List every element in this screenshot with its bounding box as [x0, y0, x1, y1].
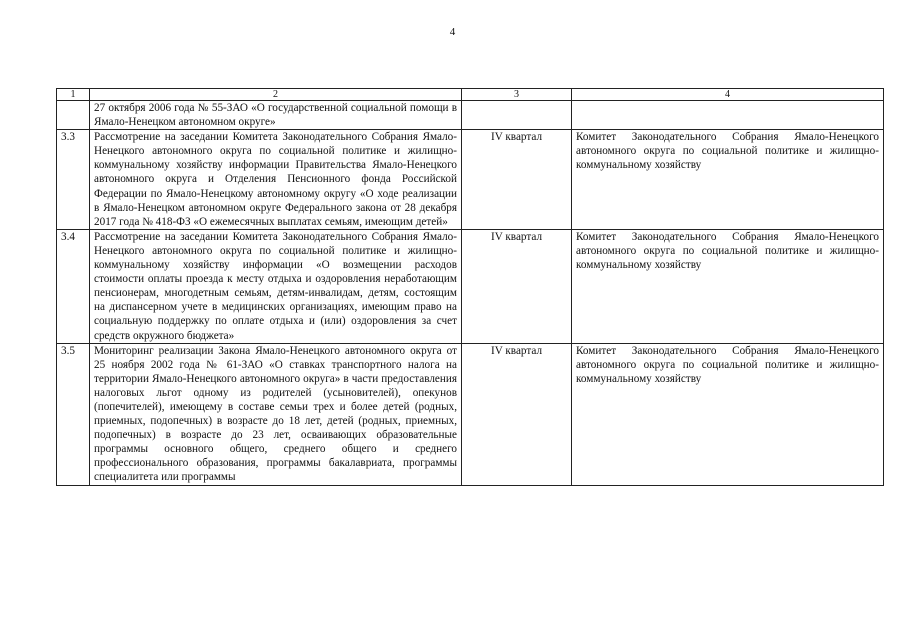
header-col-description: 2: [90, 89, 462, 101]
header-col-number: 1: [57, 89, 90, 101]
row-term: [462, 101, 572, 130]
table-row-3-4: [57, 229, 884, 343]
table-row-continuation: [57, 101, 884, 130]
row-number: 3.4: [57, 229, 90, 343]
table-row-3-3: [57, 130, 884, 230]
row-description: Мониторинг реализации Закона Ямало-Ненецкого автономного округа от 25 ноября 2002 года № 61-ЗАО «О ставках транспортного налога на территории Ямало-Ненецкого автономного округа» в части предоставления налоговых льгот одному из родителей (усыновителей), опекунов (попечителей), имеющему в составе семьи трех и более детей (родных, приемных, подопечных) в возрасте до 18 лет, детей (родных, приемных, подопечных) в возрасте до 23 лет, осваивающих образовательные программы основного общего, среднего общего и среднего профессионального образования, программы бакалавриата, программы специалитета или программы: [90, 343, 462, 485]
row-number: [57, 101, 90, 130]
row-responsible: Комитет Законодательного Собрания Ямало-Ненецкого автономного округа по социальной политике и жилищно-коммунальному хозяйству: [572, 130, 884, 230]
page-number: 4: [449, 26, 456, 38]
row-responsible: Комитет Законодательного Собрания Ямало-Ненецкого автономного округа по социальной политике и жилищно-коммунальному хозяйству: [572, 343, 884, 485]
plan-table: [56, 88, 884, 486]
header-col-responsible: 4: [572, 89, 884, 101]
row-responsible: [572, 101, 884, 130]
row-number: 3.3: [57, 130, 90, 230]
row-term: IV квартал: [462, 130, 572, 230]
header-row: [57, 89, 884, 101]
row-responsible: Комитет Законодательного Собрания Ямало-Ненецкого автономного округа по социальной политике и жилищно-коммунальному хозяйству: [572, 229, 884, 343]
row-description: Рассмотрение на заседании Комитета Законодательного Собрания Ямало-Ненецкого автономного округа по социальной политике и жилищно-коммунальному хозяйству информации Правительства Ямало-Ненецкого автономного округа и Отделения Пенсионного фонда Российской Федерации по Ямало-Ненецкому автономному округу «О ходе реализации в Ямало-Ненецком автономном округе Федерального закона от 28 декабря 2017 года № 418-ФЗ «О ежемесячных выплатах семьям, имеющим детей»: [90, 130, 462, 230]
row-description: Рассмотрение на заседании Комитета Законодательного Собрания Ямало-Ненецкого автономного округа по социальной политике и жилищно-коммунальному хозяйству информации «О возмещении расходов стоимости оплаты проезда к месту отдыха и оздоровления неработающим пенсионерам, многодетным семьям, детям-инвалидам, детям, состоящим на диспансерном учете в медицинских организациях, имеющим право на социальную поддержку по оплате отдыха и (или) оздоровления за счет средств окружного бюджета»: [90, 229, 462, 343]
row-term: IV квартал: [462, 343, 572, 485]
table-header: [57, 89, 884, 101]
row-term: IV квартал: [462, 229, 572, 343]
header-col-term: 3: [462, 89, 572, 101]
table-row-3-5: [57, 343, 884, 485]
row-description: 27 октября 2006 года № 55-ЗАО «О государственной социальной помощи в Ямало-Ненецком автономном округе»: [90, 101, 462, 130]
row-number: 3.5: [57, 343, 90, 485]
